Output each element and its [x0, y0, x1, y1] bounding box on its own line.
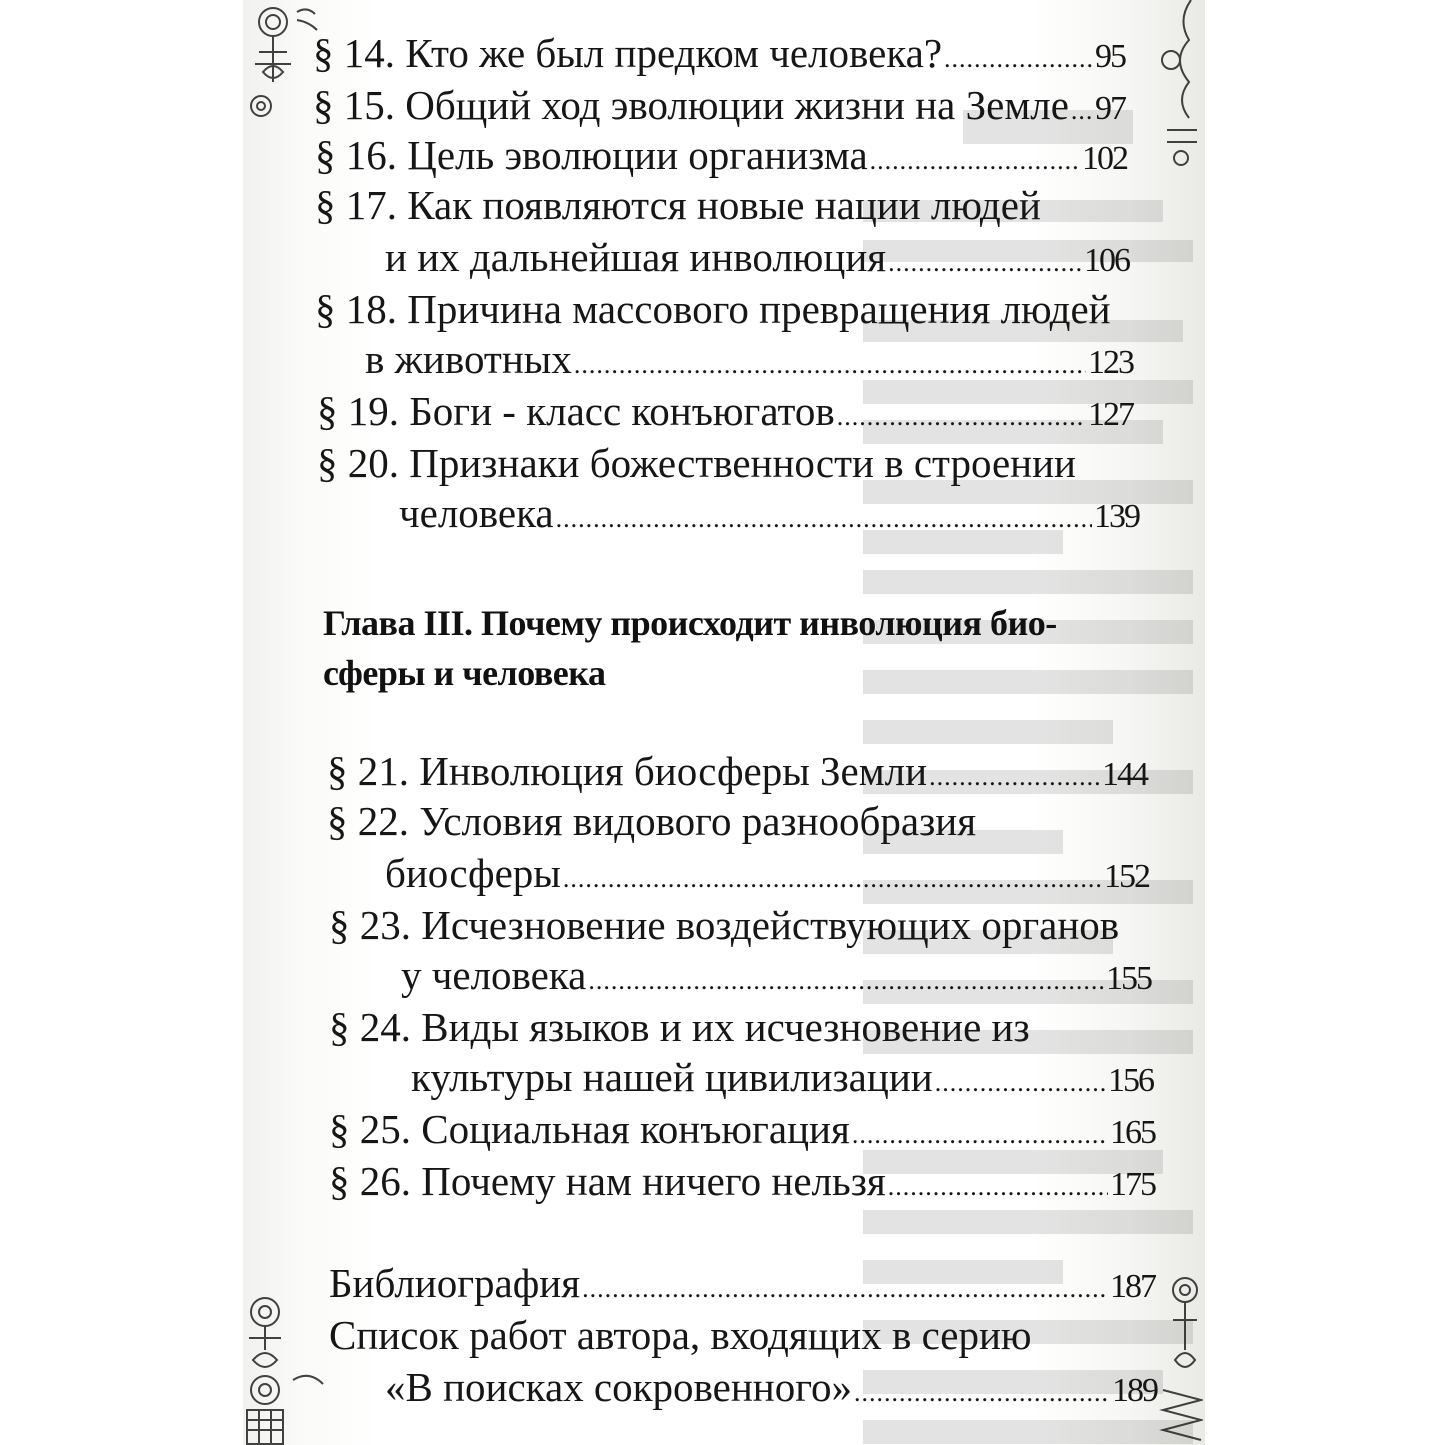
toc-entry-continuation[interactable] — [385, 232, 1129, 288]
toc-entry-title: § 17. Как появляются новые нации людей — [315, 182, 1041, 228]
toc-dot-leader — [837, 392, 1086, 442]
toc-entry-title: человека — [399, 490, 554, 536]
toc-dot-leader — [563, 854, 1102, 904]
toc-entry-title: у человека — [401, 952, 587, 998]
toc-entry-continuation[interactable] — [411, 1052, 1153, 1108]
toc-entry-continuation[interactable] — [401, 950, 1151, 1006]
toc-entry-continuation[interactable] — [385, 848, 1149, 904]
toc-dot-leader — [582, 1264, 1108, 1314]
toc-entry-title: § 20. Признаки божественности в строении — [317, 440, 1076, 486]
toc-entry[interactable] — [329, 1258, 1155, 1314]
toc-entry[interactable] — [317, 386, 1133, 442]
toc-entry-title: Список работ автора, входящих в серию — [329, 1312, 1032, 1358]
toc-entry[interactable] — [315, 180, 1041, 230]
toc-entry-continuation[interactable] — [385, 1362, 1157, 1418]
toc-entry-title: и их дальнейшая инволюция — [385, 234, 887, 280]
toc-entry-title: § 19. Боги - класс конъюгатов — [317, 388, 835, 434]
toc-entry-title: § 14. Кто же был предком человека? — [313, 30, 943, 76]
chapter-heading-line-1: Глава III. Почему происходит инволюция био- — [323, 603, 1057, 643]
toc-entry-title: культуры нашей цивилизации — [411, 1054, 933, 1100]
toc-entry-page: 152 — [1104, 858, 1149, 895]
toc-entry[interactable] — [329, 900, 1119, 950]
toc-entry-page: 139 — [1094, 498, 1139, 535]
toc-entry-page: 155 — [1106, 960, 1151, 997]
chapter-heading-line-2: сферы и человека — [323, 653, 606, 693]
toc-entry-page: 187 — [1110, 1268, 1155, 1305]
toc-entry-title: § 15. Общий ход эволюции жизни на Земле — [313, 82, 1069, 128]
toc-dot-leader — [935, 1058, 1106, 1108]
toc-entry[interactable] — [313, 80, 1125, 136]
toc-dot-leader — [870, 136, 1080, 186]
toc-entry-title: в животных — [365, 336, 572, 382]
toc-entry[interactable] — [315, 130, 1127, 186]
toc-entry-title: § 18. Причина массового превращения людей — [315, 286, 1111, 332]
toc-entry-continuation[interactable] — [365, 334, 1133, 390]
toc-dot-leader — [574, 340, 1086, 390]
toc-entry-title: § 22. Условия видового разнообразия — [327, 798, 977, 844]
toc-entry-title: § 16. Цель эволюции организма — [315, 132, 868, 178]
toc-entry-page: 156 — [1108, 1062, 1153, 1099]
toc-entry[interactable] — [313, 28, 1125, 84]
toc-entry-title: Библиография — [329, 1260, 581, 1306]
toc-entry-title: § 26. Почему нам ничего нельзя — [329, 1158, 886, 1204]
toc-dot-leader — [888, 1162, 1108, 1212]
toc-entry-page: 97 — [1095, 90, 1125, 127]
table-of-contents — [243, 0, 1205, 1445]
toc-entry[interactable] — [329, 1104, 1155, 1160]
toc-entry-page: 102 — [1082, 140, 1127, 177]
toc-entry[interactable] — [315, 284, 1111, 334]
toc-dot-leader — [944, 34, 1093, 84]
toc-dot-leader — [852, 1110, 1108, 1160]
toc-entry[interactable] — [329, 1310, 1032, 1360]
toc-entry-title: § 21. Инволюция биосферы Земли — [327, 748, 928, 794]
toc-entry-continuation[interactable] — [399, 488, 1139, 544]
toc-entry-page: 95 — [1095, 38, 1125, 75]
toc-entry[interactable] — [317, 438, 1076, 488]
toc-entry-page: 123 — [1088, 344, 1133, 381]
toc-entry-page: 165 — [1110, 1114, 1155, 1151]
toc-entry[interactable] — [329, 1002, 1030, 1052]
toc-entry-page: 175 — [1110, 1166, 1155, 1203]
toc-entry-page: 189 — [1112, 1372, 1157, 1409]
toc-entry-title: § 23. Исчезновение воздействующих органов — [329, 902, 1120, 948]
toc-dot-leader — [1071, 86, 1093, 136]
toc-entry[interactable] — [327, 746, 1147, 802]
toc-dot-leader — [929, 752, 1100, 802]
toc-entry-page: 106 — [1084, 242, 1129, 279]
toc-entry[interactable] — [329, 1156, 1155, 1212]
toc-entry-page: 127 — [1088, 396, 1133, 433]
book-page — [243, 0, 1205, 1445]
toc-entry[interactable] — [327, 796, 976, 846]
toc-entry-title: биосферы — [385, 850, 561, 896]
toc-entry-title: § 24. Виды языков и их исчезновение из — [329, 1004, 1030, 1050]
toc-dot-leader — [888, 238, 1082, 288]
toc-dot-leader — [588, 956, 1104, 1006]
chapter-heading[interactable] — [323, 598, 1057, 698]
toc-entry-page: 144 — [1102, 756, 1147, 793]
toc-entry-title: § 25. Социальная конъюгация — [329, 1106, 850, 1152]
toc-entry-title: «В поисках сокровенного» — [385, 1364, 853, 1410]
toc-dot-leader — [854, 1368, 1110, 1418]
toc-dot-leader — [556, 494, 1092, 544]
